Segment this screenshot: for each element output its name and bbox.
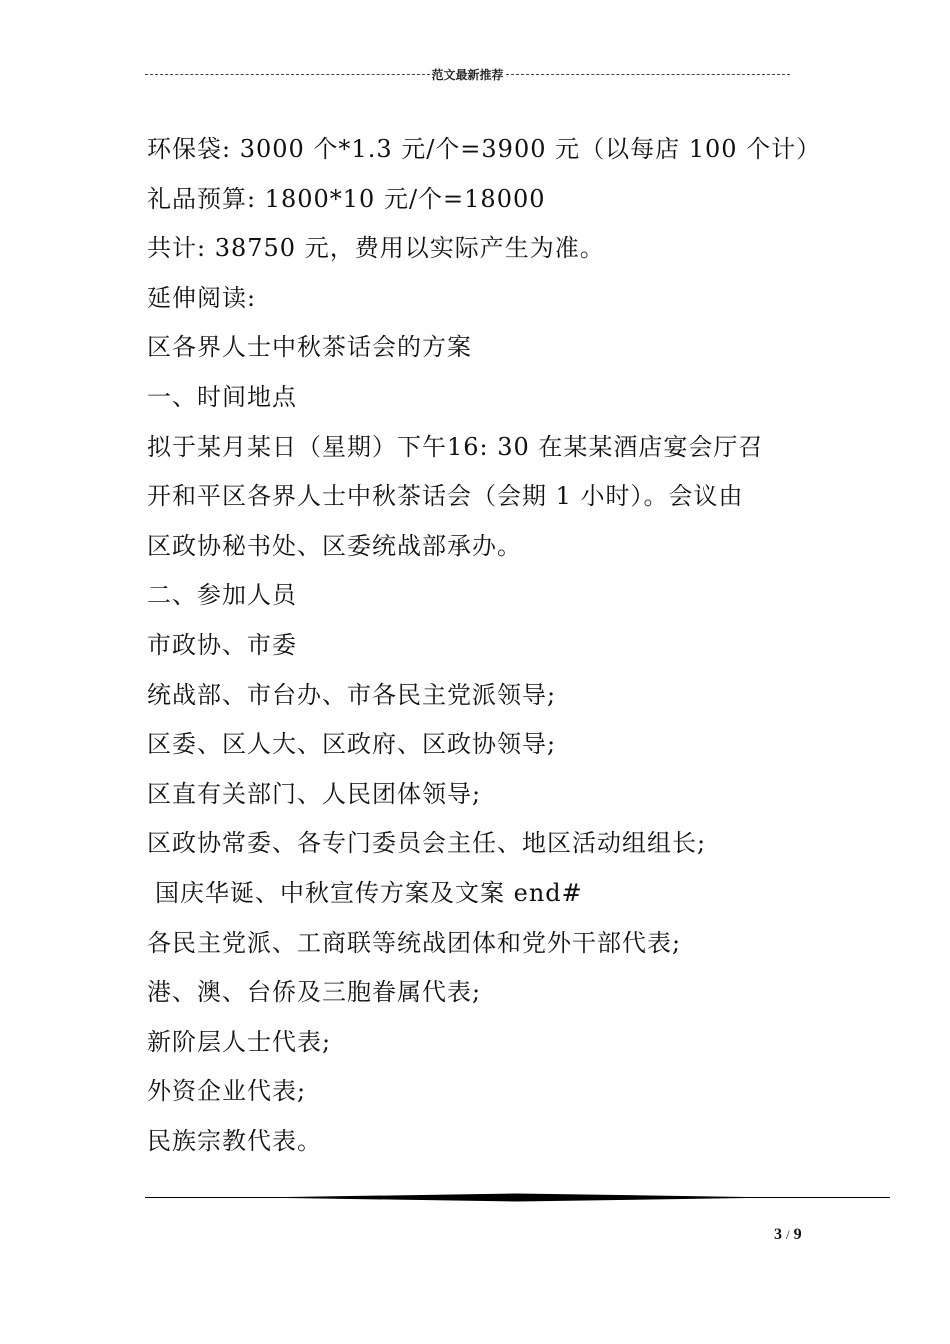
text-line: 外资企业代表; <box>147 1077 307 1106</box>
text-line: 民族宗教代表。 <box>147 1126 322 1155</box>
section-title: 区各界人士中秋茶话会的方案 <box>147 333 472 362</box>
header-dash-left <box>145 74 430 75</box>
page-number <box>774 1226 802 1244</box>
footer-rule <box>145 1193 890 1202</box>
page-separator: / <box>786 1227 790 1242</box>
text-line: 礼品预算: 1800*10 元/个=18000 <box>147 184 546 213</box>
section-heading: 一、时间地点 <box>147 382 297 411</box>
text-line: 区委、区人大、区政府、区政协领导; <box>147 730 557 759</box>
text-line: 开和平区各界人士中秋茶话会（会期 1 小时）。会议由 <box>147 482 744 511</box>
section-heading: 二、参加人员 <box>147 581 297 610</box>
text-line: 区政协秘书处、区委统战部承办。 <box>147 531 522 560</box>
page-total: 9 <box>793 1226 802 1243</box>
text-line: 统战部、市台办、市各民主党派领导; <box>147 680 557 709</box>
page-current: 3 <box>774 1226 782 1243</box>
text-line: 新阶层人士代表; <box>147 1027 332 1056</box>
document-body <box>147 125 827 1166</box>
page-header <box>145 66 790 83</box>
text-line: 港、澳、台侨及三胞眷属代表; <box>147 978 482 1007</box>
header-dash-right <box>506 74 791 75</box>
text-line: 区政协常委、各专门委员会主任、地区活动组组长; <box>147 829 707 858</box>
text-line: 区直有关部门、人民团体领导; <box>147 779 482 808</box>
header-title: 范文最新推荐 <box>431 68 504 82</box>
text-line: 共计: 38750 元，费用以实际产生为准。 <box>147 234 605 263</box>
text-line: 延伸阅读: <box>147 283 257 312</box>
text-line: 国庆华诞、中秋宣传方案及文案 end# <box>155 878 583 907</box>
text-line: 环保袋: 3000 个*1.3 元/个=3900 元（以每店 100 个计） <box>147 135 822 163</box>
text-line: 各民主党派、工商联等统战团体和党外干部代表; <box>147 928 682 957</box>
text-line: 市政协、市委 <box>147 630 297 659</box>
text-line: 拟于某月某日（星期）下午16: 30 在某某酒店宴会厅召 <box>147 432 764 461</box>
